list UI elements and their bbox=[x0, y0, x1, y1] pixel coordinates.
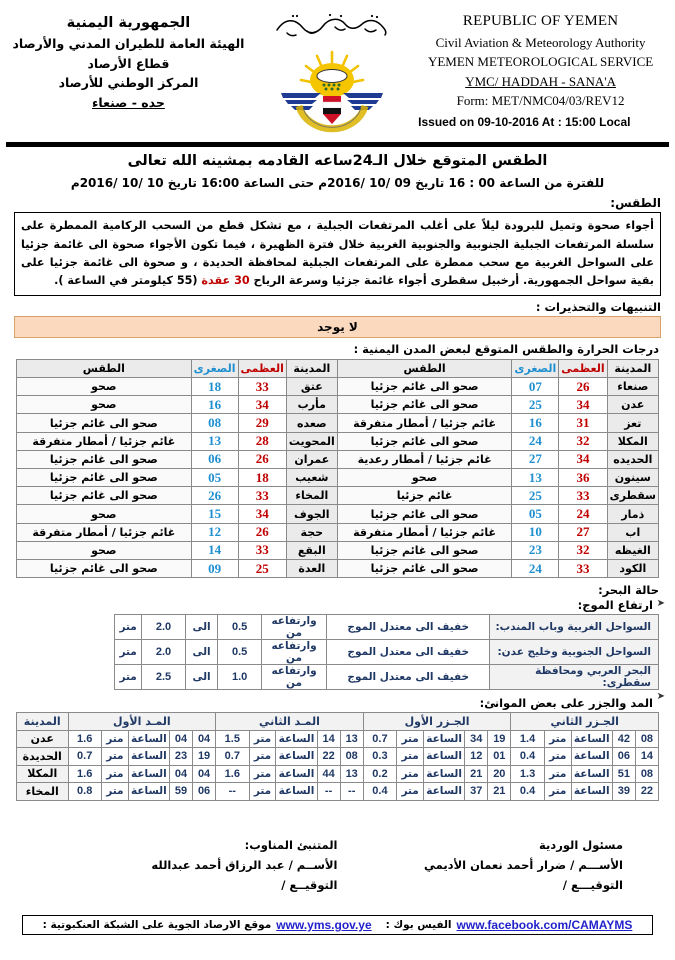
cell-max-temp-left: 29 bbox=[238, 414, 286, 432]
table-row bbox=[17, 432, 659, 450]
cell-city-left: مأرب bbox=[286, 396, 337, 414]
tide-hour-low1: 21 bbox=[488, 783, 511, 801]
page-title: الطقس المتوقع خلال الـ24ساعه القادمه بمشينه الله تعالى bbox=[127, 153, 548, 169]
cell-weather-right: غائم جزئيا / أمطار متفرقة bbox=[337, 414, 512, 432]
cell-weather-right: صحو bbox=[337, 469, 512, 487]
document-header bbox=[0, 0, 675, 140]
tide-metre-unit-high2: متر bbox=[249, 783, 276, 801]
cell-min-temp-left: 16 bbox=[191, 396, 238, 414]
cell-min-temp-left: 06 bbox=[191, 450, 238, 468]
tide-hour-unit-low2: الساعة bbox=[571, 783, 612, 801]
tide-height-high2: 0.7 bbox=[216, 748, 249, 766]
sea-region: السواحل الغربية وباب المندب: bbox=[490, 615, 659, 640]
th-weather-right: الطقس bbox=[337, 359, 512, 377]
tide-height-high1: 0.7 bbox=[68, 748, 101, 766]
tide-hour-low2: 14 bbox=[635, 748, 658, 766]
cell-city-right: عدن bbox=[607, 396, 658, 414]
cell-max-temp-right: 27 bbox=[559, 523, 607, 541]
header-en-line3: YEMEN METEOROLOGICAL SERVICE bbox=[427, 54, 654, 69]
weather-narrative-box bbox=[14, 212, 661, 296]
sea-description: خفيف الى معتدل الموج bbox=[327, 640, 490, 665]
th-weather-left: الطقس bbox=[17, 359, 192, 377]
sea-height-unit: متر bbox=[115, 640, 142, 665]
cell-city-left: المخاء bbox=[286, 487, 337, 505]
tides-body bbox=[17, 730, 659, 800]
tide-metre-unit-high1: متر bbox=[101, 765, 128, 783]
cell-city-right: سينون bbox=[607, 469, 658, 487]
authority-logo bbox=[277, 46, 387, 139]
cell-city-left: البقع bbox=[286, 541, 337, 559]
tide-hour-high2: 13 bbox=[340, 765, 363, 783]
facebook-link[interactable]: www.facebook.com/CAMAYMS bbox=[456, 918, 633, 933]
cell-min-temp-left: 15 bbox=[191, 505, 238, 523]
tide-height-low2: 0.4 bbox=[511, 783, 544, 801]
tide-hour-unit-low1: الساعة bbox=[424, 730, 465, 748]
table-row bbox=[17, 559, 659, 577]
table-row bbox=[17, 748, 659, 766]
tide-height-low1: 0.7 bbox=[363, 730, 396, 748]
tide-minute-high2: 14 bbox=[317, 730, 340, 748]
cell-max-temp-right: 32 bbox=[559, 432, 607, 450]
cell-city-right: الحديده bbox=[607, 450, 658, 468]
cell-city-left: عمران bbox=[286, 450, 337, 468]
cell-max-temp-right: 32 bbox=[559, 541, 607, 559]
forecast-period: للفترة من الساعة 00 : 16 تاريخ 09 /10 /2016م حتى الساعة 16:00 تاريخ 10 /10 /2016م bbox=[70, 175, 605, 190]
tide-minute-low1: 34 bbox=[465, 730, 488, 748]
cell-min-temp-right: 27 bbox=[512, 450, 559, 468]
header-en-line4: YMC/ HADDAH - SANA'A bbox=[465, 73, 616, 89]
table-row bbox=[17, 469, 659, 487]
sea-region: البحر العربي ومحافظة سقطرى: bbox=[490, 665, 659, 690]
tide-city: عدن bbox=[17, 730, 69, 748]
tide-hour-unit-high2: الساعة bbox=[276, 783, 317, 801]
header-ar-line4: المركز الوطني للأرصاد bbox=[58, 75, 199, 91]
cell-max-temp-right: 34 bbox=[559, 396, 607, 414]
tide-hour-low1: 19 bbox=[488, 730, 511, 748]
sea-height-to-word: الى bbox=[185, 615, 218, 640]
cell-min-temp-left: 18 bbox=[191, 378, 238, 396]
cell-city-left: شعيب bbox=[286, 469, 337, 487]
tide-minute-high1: 04 bbox=[169, 730, 192, 748]
sea-region: السواحل الجنوبية وخليج عدن: bbox=[490, 640, 659, 665]
tide-hour-unit-high2: الساعة bbox=[276, 765, 317, 783]
tides-bullet bbox=[0, 690, 675, 712]
table-row bbox=[17, 414, 659, 432]
cell-weather-right: صحو الى غائم جزئيا bbox=[337, 559, 512, 577]
tide-height-low1: 0.4 bbox=[363, 783, 396, 801]
cell-weather-left: صحو bbox=[17, 505, 192, 523]
sea-state-heading: حالة البحر: bbox=[598, 583, 659, 598]
cell-min-temp-left: 12 bbox=[191, 523, 238, 541]
temperature-table bbox=[16, 359, 659, 578]
tide-hour-low1: 20 bbox=[488, 765, 511, 783]
sea-height-unit: متر bbox=[115, 615, 142, 640]
signature-row bbox=[0, 801, 675, 895]
tide-metre-unit-high1: متر bbox=[101, 783, 128, 801]
th-max-left: العظمى bbox=[238, 359, 286, 377]
table-row bbox=[17, 730, 659, 748]
website-label: موقع الارصاد الجوية على الشبكة العنكبوتية : bbox=[42, 919, 272, 932]
sea-height-to-word: الى bbox=[185, 665, 218, 690]
header-ar-line3: قطاع الأرصاد bbox=[87, 55, 170, 71]
tide-hour-low1: 01 bbox=[488, 748, 511, 766]
table-row bbox=[17, 783, 659, 801]
cell-weather-left: غائم جزئيا / أمطار متفرقة bbox=[17, 432, 192, 450]
temp-table-caption: درجات الحرارة والطقس المتوقع لبعض المدن اليمنية : bbox=[353, 341, 659, 356]
footer-links-box bbox=[22, 915, 653, 935]
cell-max-temp-left: 25 bbox=[238, 559, 286, 577]
tide-hour-unit-low1: الساعة bbox=[424, 783, 465, 801]
sea-description: خفيف الى معتدل الموج bbox=[327, 615, 490, 640]
tide-city: المخاء bbox=[17, 783, 69, 801]
cell-city-left: الجوف bbox=[286, 505, 337, 523]
cell-max-temp-left: 33 bbox=[238, 487, 286, 505]
th-low2: الجـزر الثاني bbox=[511, 713, 659, 731]
th-max-right: العظمى bbox=[559, 359, 607, 377]
issued-timestamp: Issued on 09-10-2016 At : 15:00 Local bbox=[418, 114, 631, 129]
cell-max-temp-left: 34 bbox=[238, 396, 286, 414]
cell-city-right: المكلا bbox=[607, 432, 658, 450]
cell-weather-left: صحو bbox=[17, 396, 192, 414]
sea-state-body bbox=[115, 615, 659, 690]
tide-minute-low2: 51 bbox=[612, 765, 635, 783]
header-english-block bbox=[416, 6, 665, 131]
tide-metre-unit-low1: متر bbox=[397, 783, 424, 801]
supervisor-name: الأســـم / ضرار أحمد نعمان الأديمي bbox=[424, 857, 623, 872]
tide-hour-low2: 08 bbox=[635, 765, 658, 783]
tide-hour-high1: 06 bbox=[193, 783, 216, 801]
header-en-line5: Form: MET/NMC04/03/REV12 bbox=[456, 93, 625, 108]
cell-city-right: الكود bbox=[607, 559, 658, 577]
bullet-arrow-icon-tides: ➤ bbox=[656, 691, 665, 703]
bullet-arrow-icon: ➤ bbox=[656, 598, 665, 610]
cell-weather-left: صحو الى غائم جزئيا bbox=[17, 559, 192, 577]
cell-max-temp-right: 24 bbox=[559, 505, 607, 523]
tide-minute-low1: 21 bbox=[465, 765, 488, 783]
tide-metre-unit-high1: متر bbox=[101, 730, 128, 748]
tide-metre-unit-high2: متر bbox=[249, 748, 276, 766]
th-city-right: المدينة bbox=[607, 359, 658, 377]
tide-hour-high2: 08 bbox=[340, 748, 363, 766]
tide-minute-high1: 23 bbox=[169, 748, 192, 766]
tide-height-high2: 1.6 bbox=[216, 765, 249, 783]
tide-height-low1: 0.2 bbox=[363, 765, 396, 783]
cell-max-temp-left: 33 bbox=[238, 378, 286, 396]
sea-height-value: 2.5 bbox=[142, 665, 186, 690]
tide-minute-high2: 22 bbox=[317, 748, 340, 766]
tides-table bbox=[16, 712, 659, 801]
tide-height-low2: 1.3 bbox=[511, 765, 544, 783]
tide-metre-unit-low1: متر bbox=[397, 765, 424, 783]
weather-text-part2: (55 كيلومتر في الساعة ). bbox=[54, 273, 202, 287]
tide-minute-low2: 42 bbox=[612, 730, 635, 748]
tide-hour-high2: 13 bbox=[340, 730, 363, 748]
temp-table-header-row bbox=[17, 359, 659, 377]
header-en-line2: Civil Aviation & Meteorology Authority bbox=[435, 34, 646, 50]
tide-height-low2: 1.4 bbox=[511, 730, 544, 748]
weather-text-part1: أجواء صحوة وتميل للبرودة ليلاً على أغلب المرتفعات الجبلية ، مع تشكل قطع من السحب الركامية الممطرة على سلسلة المرتفعات الجبلية الجنوبية والجنوبية الغربية خلال فترة الظهيرة ، فيما تكون الأجواء صحوة الى غائمة جزئيا على السواحل الغربية مع سحب ممطرة على المرتفعات الجبلية لمحافظة الحديدة ، و صحوة الى غائمة جزئيا على بقية سواحل الجمهورية. أرخبيل سقطرى أجواء غائمة جزئيا وسرعة الرياح bbox=[21, 219, 654, 287]
sea-height-label: وارتفاعه من bbox=[261, 615, 326, 640]
cell-city-right: اب bbox=[607, 523, 658, 541]
sea-height-label: وارتفاعه من bbox=[261, 665, 326, 690]
tide-metre-unit-low2: متر bbox=[544, 765, 571, 783]
cell-min-temp-left: 05 bbox=[191, 469, 238, 487]
header-ar-line5: حده - صنعاء bbox=[92, 94, 165, 110]
temp-table-body bbox=[17, 378, 659, 578]
tide-minute-high1: 04 bbox=[169, 765, 192, 783]
tide-hour-unit-high2: الساعة bbox=[276, 730, 317, 748]
weather-label: الطقس: bbox=[610, 196, 661, 211]
tide-hour-unit-high1: الساعة bbox=[128, 783, 169, 801]
sea-height-from: 0.5 bbox=[218, 640, 262, 665]
tide-height-high1: 1.6 bbox=[68, 730, 101, 748]
cell-city-right: سقطرى bbox=[607, 487, 658, 505]
cell-city-left: عتق bbox=[286, 378, 337, 396]
header-ar-line2: الهيئة العامة للطيران المدني والأرصاد bbox=[12, 36, 245, 52]
tide-city: الحديدة bbox=[17, 748, 69, 766]
tide-height-low2: 0.4 bbox=[511, 748, 544, 766]
website-pair bbox=[43, 918, 372, 932]
cell-min-temp-left: 13 bbox=[191, 432, 238, 450]
wave-height-label: ارتفاع الموج: bbox=[577, 598, 653, 613]
tide-metre-unit-low2: متر bbox=[544, 730, 571, 748]
cell-weather-left: صحو الى غائم جزئيا bbox=[17, 450, 192, 468]
cell-max-temp-right: 36 bbox=[559, 469, 607, 487]
cell-weather-left: صحو الى غائم جزئيا bbox=[17, 469, 192, 487]
wave-height-bullet bbox=[0, 597, 675, 614]
tide-hour-high1: 19 bbox=[193, 748, 216, 766]
cell-max-temp-left: 28 bbox=[238, 432, 286, 450]
sea-height-to-word: الى bbox=[185, 640, 218, 665]
warnings-label: التنبيهات والتحذيرات : bbox=[535, 299, 661, 314]
cell-min-temp-right: 25 bbox=[512, 396, 559, 414]
th-high2: المـد الثاني bbox=[216, 713, 364, 731]
cell-city-left: حجة bbox=[286, 523, 337, 541]
cell-min-temp-left: 14 bbox=[191, 541, 238, 559]
tide-hour-low2: 08 bbox=[635, 730, 658, 748]
sea-height-from: 0.5 bbox=[218, 615, 262, 640]
cell-min-temp-right: 13 bbox=[512, 469, 559, 487]
cell-max-temp-right: 31 bbox=[559, 414, 607, 432]
signature-forecaster bbox=[26, 835, 338, 895]
tide-hour-unit-high1: الساعة bbox=[128, 748, 169, 766]
tide-height-high2: -- bbox=[216, 783, 249, 801]
forecaster-name: الأســم / عبد الرزاق أحمد عبدالله bbox=[151, 857, 338, 872]
tide-metre-unit-low2: متر bbox=[544, 748, 571, 766]
cell-min-temp-right: 07 bbox=[512, 378, 559, 396]
cell-weather-right: غائم جزئيا bbox=[337, 487, 512, 505]
cell-max-temp-right: 33 bbox=[559, 487, 607, 505]
supervisor-signature-line: التوقيـــع / bbox=[562, 877, 623, 892]
cell-city-right: صنعاء bbox=[607, 378, 658, 396]
facebook-label: الفيس بوك : bbox=[385, 919, 452, 932]
sea-height-value: 2.0 bbox=[142, 640, 186, 665]
cell-city-left: العدة bbox=[286, 559, 337, 577]
tide-minute-high1: 59 bbox=[169, 783, 192, 801]
cell-min-temp-right: 24 bbox=[512, 432, 559, 450]
cell-city-right: ذمار bbox=[607, 505, 658, 523]
sea-state-row bbox=[115, 640, 659, 665]
forecaster-signature-line: التوقيــع / bbox=[281, 877, 338, 892]
cell-weather-left: صحو bbox=[17, 378, 192, 396]
table-row bbox=[17, 487, 659, 505]
cell-weather-left: صحو الى غائم جزئيا bbox=[17, 414, 192, 432]
bulletin-title-block bbox=[0, 147, 675, 193]
tide-height-high1: 0.8 bbox=[68, 783, 101, 801]
basmala-calligraphy bbox=[273, 8, 391, 42]
table-row bbox=[17, 450, 659, 468]
tide-minute-high2: 44 bbox=[317, 765, 340, 783]
cell-max-temp-left: 18 bbox=[238, 469, 286, 487]
cell-min-temp-right: 16 bbox=[512, 414, 559, 432]
tide-minute-high2: -- bbox=[317, 783, 340, 801]
cell-max-temp-right: 34 bbox=[559, 450, 607, 468]
cell-max-temp-right: 26 bbox=[559, 378, 607, 396]
tides-label: المد والجزر على بعض الموانئ: bbox=[479, 696, 653, 711]
cell-city-right: تعز bbox=[607, 414, 658, 432]
cell-min-temp-right: 24 bbox=[512, 559, 559, 577]
tide-height-high2: 1.5 bbox=[216, 730, 249, 748]
tide-metre-unit-high2: متر bbox=[249, 730, 276, 748]
cell-city-left: صعده bbox=[286, 414, 337, 432]
cell-max-temp-left: 34 bbox=[238, 505, 286, 523]
tide-hour-high1: 04 bbox=[193, 765, 216, 783]
website-link[interactable]: www.yms.gov.ye bbox=[276, 918, 372, 933]
tide-hour-unit-low2: الساعة bbox=[571, 748, 612, 766]
tide-hour-unit-high1: الساعة bbox=[128, 765, 169, 783]
forecaster-role: المتنبئ المناوب: bbox=[244, 837, 338, 852]
cell-weather-left: صحو الى غائم جزئيا bbox=[17, 487, 192, 505]
th-tide-city: المدينة bbox=[17, 713, 69, 731]
cell-min-temp-right: 25 bbox=[512, 487, 559, 505]
cell-max-temp-left: 26 bbox=[238, 523, 286, 541]
cell-weather-left: غائم جزئيا / أمطار متفرقة bbox=[17, 523, 192, 541]
cell-weather-right: صحو الى غائم جزئيا bbox=[337, 505, 512, 523]
table-row bbox=[17, 523, 659, 541]
sea-state-row bbox=[115, 615, 659, 640]
th-min-right: الصغرى bbox=[512, 359, 559, 377]
cell-weather-right: غائم جزئيا / أمطار متفرقة bbox=[337, 523, 512, 541]
cell-weather-right: صحو الى غائم جزئيا bbox=[337, 378, 512, 396]
tide-metre-unit-low2: متر bbox=[544, 783, 571, 801]
th-low1: الجـزر الأول bbox=[363, 713, 511, 731]
cell-min-temp-right: 23 bbox=[512, 541, 559, 559]
th-min-left: الصغرى bbox=[191, 359, 238, 377]
cell-weather-left: صحو bbox=[17, 541, 192, 559]
cell-weather-right: غائم جزئيا / أمطار رعدية bbox=[337, 450, 512, 468]
tide-metre-unit-high2: متر bbox=[249, 765, 276, 783]
header-arabic-block bbox=[10, 6, 247, 112]
tide-hour-unit-low2: الساعة bbox=[571, 730, 612, 748]
cell-max-temp-left: 33 bbox=[238, 541, 286, 559]
tide-height-low1: 0.3 bbox=[363, 748, 396, 766]
cell-weather-right: صحو الى غائم جزئيا bbox=[337, 432, 512, 450]
th-high1: المـد الأول bbox=[68, 713, 216, 731]
header-center-block bbox=[247, 6, 416, 139]
cell-min-temp-left: 09 bbox=[191, 559, 238, 577]
tide-hour-unit-high1: الساعة bbox=[128, 730, 169, 748]
tide-metre-unit-low1: متر bbox=[397, 748, 424, 766]
tides-header-row bbox=[17, 713, 659, 731]
signature-shift-supervisor bbox=[338, 835, 650, 895]
tide-metre-unit-low1: متر bbox=[397, 730, 424, 748]
sea-height-unit: متر bbox=[115, 665, 142, 690]
tide-metre-unit-high1: متر bbox=[101, 748, 128, 766]
weather-narrative-text bbox=[21, 217, 654, 290]
warnings-value-box: لا يوجد bbox=[14, 316, 661, 338]
cell-min-temp-left: 08 bbox=[191, 414, 238, 432]
tide-height-high1: 1.6 bbox=[68, 765, 101, 783]
tide-minute-low2: 06 bbox=[612, 748, 635, 766]
table-row bbox=[17, 765, 659, 783]
cell-weather-right: صحو الى غائم جزئيا bbox=[337, 541, 512, 559]
tide-minute-low1: 37 bbox=[465, 783, 488, 801]
cell-city-left: المحويت bbox=[286, 432, 337, 450]
table-row bbox=[17, 378, 659, 396]
cell-min-temp-left: 26 bbox=[191, 487, 238, 505]
table-row bbox=[17, 396, 659, 414]
cell-max-temp-right: 33 bbox=[559, 559, 607, 577]
sea-state-row bbox=[115, 665, 659, 690]
tide-hour-unit-low2: الساعة bbox=[571, 765, 612, 783]
cell-max-temp-left: 26 bbox=[238, 450, 286, 468]
sea-state-table bbox=[114, 614, 659, 690]
wind-speed-highlight: 30 عقدة bbox=[201, 273, 250, 287]
sea-height-from: 1.0 bbox=[218, 665, 262, 690]
header-en-line1: REPUBLIC OF YEMEN bbox=[462, 13, 619, 29]
tide-city: المكلا bbox=[17, 765, 69, 783]
sea-height-value: 2.0 bbox=[142, 615, 186, 640]
cell-min-temp-right: 10 bbox=[512, 523, 559, 541]
supervisor-role: مسئول الوردية bbox=[539, 837, 623, 852]
sea-height-label: وارتفاعه من bbox=[261, 640, 326, 665]
header-ar-line1: الجمهورية اليمنية bbox=[66, 15, 191, 31]
table-row bbox=[17, 541, 659, 559]
tide-hour-high2: -- bbox=[340, 783, 363, 801]
tide-minute-low2: 39 bbox=[612, 783, 635, 801]
sea-description: خفيف الى معتدل الموج bbox=[327, 665, 490, 690]
tide-hour-low2: 22 bbox=[635, 783, 658, 801]
table-row bbox=[17, 505, 659, 523]
facebook-pair bbox=[386, 918, 633, 932]
cell-city-right: الغيظه bbox=[607, 541, 658, 559]
tide-hour-unit-low1: الساعة bbox=[424, 765, 465, 783]
tide-hour-unit-low1: الساعة bbox=[424, 748, 465, 766]
tide-hour-unit-high2: الساعة bbox=[276, 748, 317, 766]
cell-weather-right: صحو الى غائم جزئيا bbox=[337, 396, 512, 414]
tide-minute-low1: 12 bbox=[465, 748, 488, 766]
tide-hour-high1: 04 bbox=[193, 730, 216, 748]
th-city-left: المدينة bbox=[286, 359, 337, 377]
cell-min-temp-right: 05 bbox=[512, 505, 559, 523]
